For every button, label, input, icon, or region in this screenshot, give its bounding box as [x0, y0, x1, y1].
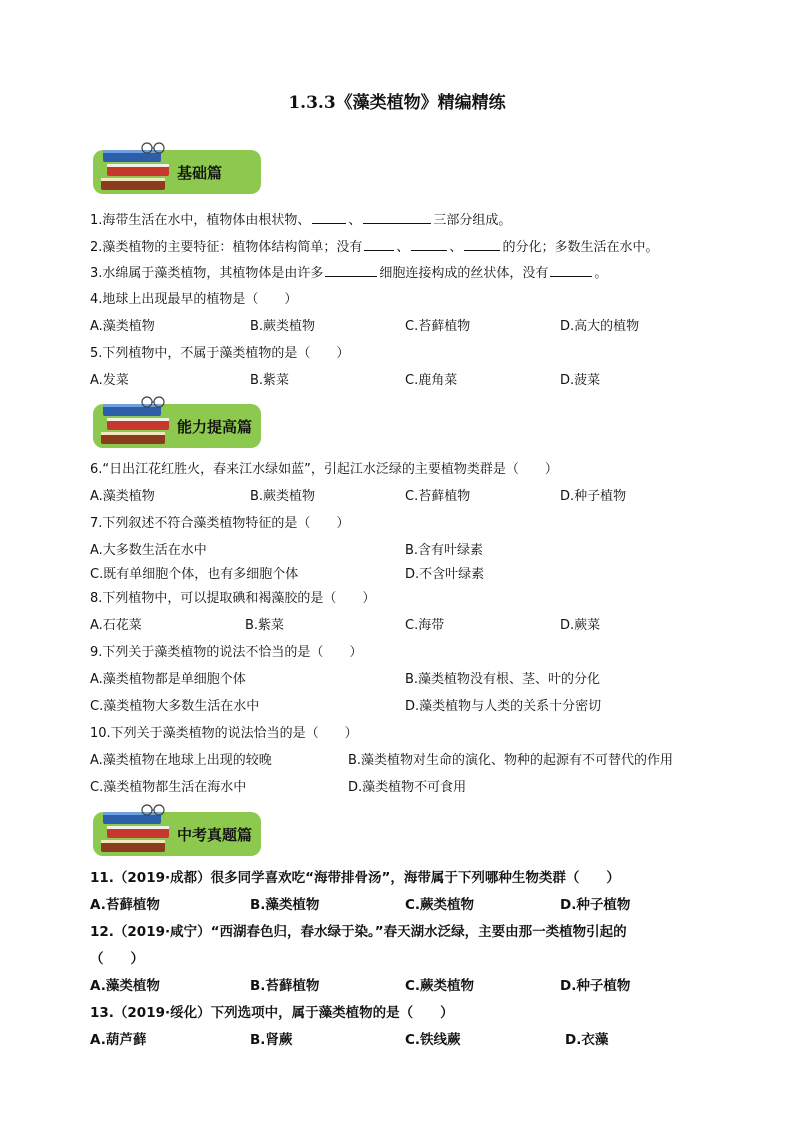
option-c[interactable]: C.苔藓植物 — [405, 489, 471, 504]
option-d[interactable]: D.高大的植物 — [560, 319, 640, 334]
answer-blank[interactable] — [411, 238, 447, 251]
option-c[interactable]: C.苔藓植物 — [405, 319, 471, 334]
option-a[interactable]: A.藻类植物 — [90, 489, 155, 504]
option-c[interactable]: C.藻类植物都生活在海水中 — [90, 780, 247, 795]
option-a[interactable]: A.藻类植物 — [90, 978, 160, 994]
section-label: 基础篇 — [177, 164, 223, 182]
section-badge-exam — [93, 812, 261, 856]
answer-blank[interactable] — [464, 238, 500, 251]
answer-blank[interactable] — [325, 264, 377, 277]
option-b[interactable]: B.苔藓植物 — [250, 978, 320, 994]
answer-blank[interactable] — [312, 211, 346, 224]
books-icon — [97, 394, 175, 450]
option-b[interactable]: B.藻类植物没有根、茎、叶的分化 — [405, 672, 601, 687]
option-d[interactable]: D.藻类植物不可食用 — [348, 780, 467, 795]
option-d[interactable]: D.不含叶绿素 — [405, 567, 485, 582]
question-12-bracket: （ ） — [90, 951, 144, 967]
section-label: 中考真题篇 — [177, 826, 253, 844]
option-d[interactable]: D.菠菜 — [560, 373, 601, 388]
option-c[interactable]: C.藻类植物大多数生活在水中 — [90, 699, 260, 714]
option-b[interactable]: B.含有叶绿素 — [405, 543, 484, 558]
question-4-stem: 4.地球上出现最早的植物是（ ） — [90, 292, 298, 307]
option-a[interactable]: A.苔藓植物 — [90, 897, 160, 913]
question-13-stem: 13.（2019·绥化）下列选项中，属于藻类植物的是（ ） — [90, 1005, 454, 1021]
option-b[interactable]: B.紫菜 — [245, 618, 285, 633]
option-a[interactable]: A.石花菜 — [90, 618, 142, 633]
option-a[interactable]: A.葫芦藓 — [90, 1032, 147, 1048]
section-badge-advanced — [93, 404, 261, 448]
question-2: 2.藻类植物的主要特征：植物体结构简单；没有 、 、 的分化；多数生活在水中。 — [90, 240, 659, 255]
question-7-stem: 7.下列叙述不符合藻类植物特征的是（ ） — [90, 516, 350, 531]
option-d[interactable]: D.种子植物 — [560, 897, 631, 913]
option-a[interactable]: A.藻类植物在地球上出现的较晚 — [90, 753, 272, 768]
section-badge-basic — [93, 150, 261, 194]
question-1: 1.海带生活在水中，植物体由根状物、 、 三部分组成。 — [90, 213, 512, 228]
option-b[interactable]: B.藻类植物对生命的演化、物种的起源有不可替代的作用 — [348, 753, 674, 768]
page-title: 1.3.3《藻类植物》精编精练 — [288, 93, 506, 113]
answer-blank[interactable] — [550, 264, 592, 277]
option-d[interactable]: D.种子植物 — [560, 978, 631, 994]
question-11-stem: 11.（2019·成都）很多同学喜欢吃“海带排骨汤”，海带属于下列哪种生物类群（ ） — [90, 870, 620, 886]
question-12-stem: 12.（2019·咸宁）“西湖春色归，春水绿于染。”春天湖水泛绿，主要由那一类植物引起的 — [90, 924, 627, 940]
option-d[interactable]: D.衣藻 — [565, 1032, 609, 1048]
option-c[interactable]: C.既有单细胞个体，也有多细胞个体 — [90, 567, 299, 582]
books-icon — [97, 802, 175, 858]
answer-blank[interactable] — [364, 238, 394, 251]
question-3: 3.水绵属于藻类植物，其植物体是由许多 细胞连接构成的丝状体，没有 。 — [90, 266, 608, 281]
section-label: 能力提高篇 — [177, 418, 253, 436]
option-a[interactable]: A.大多数生活在水中 — [90, 543, 207, 558]
question-9-stem: 9.下列关于藻类植物的说法不恰当的是（ ） — [90, 645, 363, 660]
question-10-stem: 10.下列关于藻类植物的说法恰当的是（ ） — [90, 726, 358, 741]
option-a[interactable]: A.藻类植物 — [90, 319, 155, 334]
option-b[interactable]: B.肾蕨 — [250, 1032, 293, 1048]
option-b[interactable]: B.蕨类植物 — [250, 489, 316, 504]
option-b[interactable]: B.藻类植物 — [250, 897, 320, 913]
option-d[interactable]: D.种子植物 — [560, 489, 627, 504]
option-c[interactable]: C.蕨类植物 — [405, 978, 475, 994]
question-8-stem: 8.下列植物中，可以提取碘和褐藻胶的是（ ） — [90, 591, 376, 606]
option-b[interactable]: B.蕨类植物 — [250, 319, 316, 334]
option-b[interactable]: B.紫菜 — [250, 373, 290, 388]
books-icon — [97, 140, 175, 196]
option-c[interactable]: C.蕨类植物 — [405, 897, 475, 913]
question-6-stem: 6.“日出江花红胜火，春来江水绿如蓝”，引起江水泛绿的主要植物类群是（ ） — [90, 462, 558, 477]
option-a[interactable]: A.藻类植物都是单细胞个体 — [90, 672, 246, 687]
option-c[interactable]: C.鹿角菜 — [405, 373, 458, 388]
option-c[interactable]: C.铁线蕨 — [405, 1032, 461, 1048]
answer-blank[interactable] — [363, 211, 431, 224]
option-a[interactable]: A.发菜 — [90, 373, 129, 388]
option-d[interactable]: D.藻类植物与人类的关系十分密切 — [405, 699, 602, 714]
question-5-stem: 5.下列植物中，不属于藻类植物的是（ ） — [90, 346, 350, 361]
option-c[interactable]: C.海带 — [405, 618, 445, 633]
option-d[interactable]: D.蕨菜 — [560, 618, 601, 633]
